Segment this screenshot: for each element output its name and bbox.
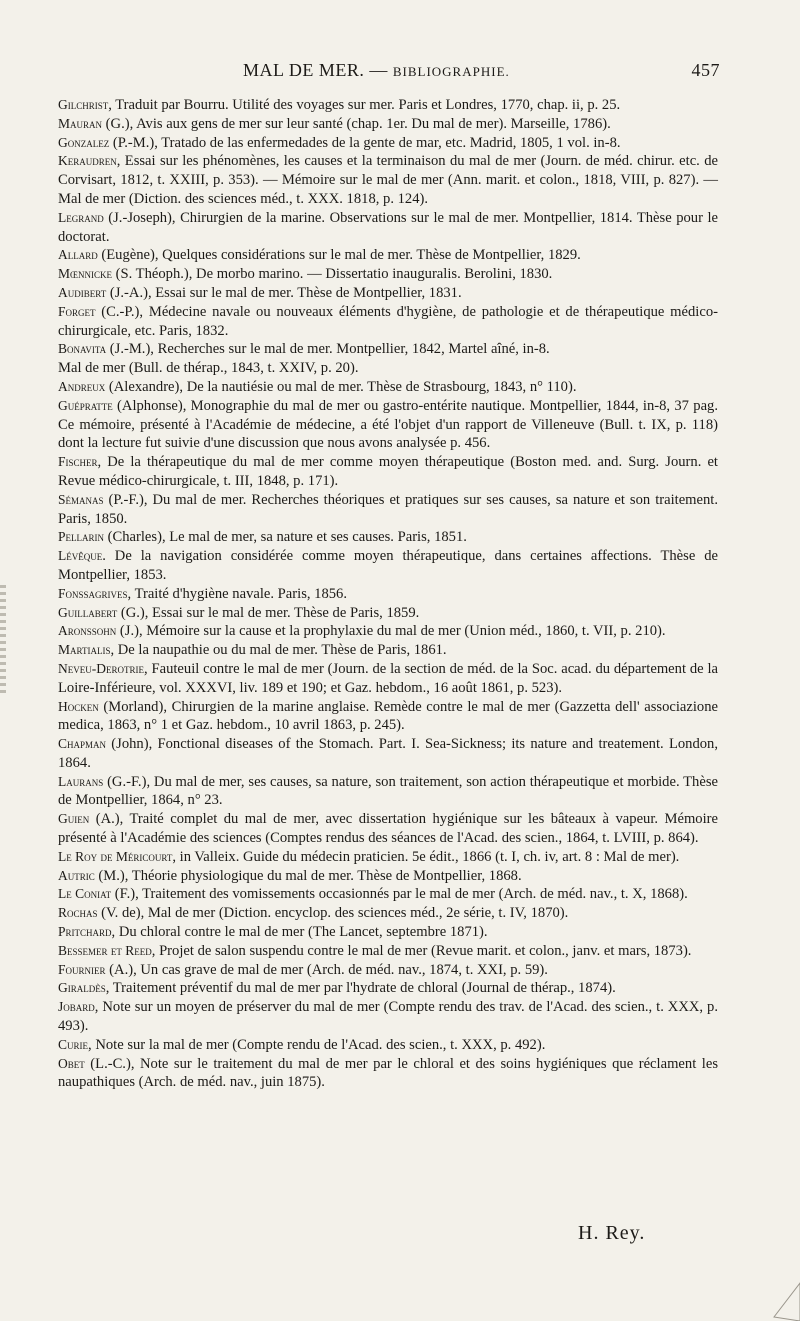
entry-author: Lévêque xyxy=(58,548,103,564)
bibliography-entry xyxy=(58,979,718,998)
entry-text: . De la navigation considérée comme moyen thérapeutique, dans certaines affections. Thèse de Montpellier, 1853. xyxy=(58,548,718,583)
entry-author: Autric xyxy=(58,867,95,883)
bibliography-entry xyxy=(58,491,718,529)
entry-text: , in Valleix. Guide du médecin praticien. 5e édit., 1866 (t. I, ch. iv, art. 8 : Mal de mer). xyxy=(172,848,680,865)
entry-text: , Traitement préventif du mal de mer par l'hydrate de chloral (Journal de thérap., 1874). xyxy=(105,980,616,997)
entry-author: Fischer xyxy=(58,454,98,470)
entry-text: , Traité d'hygiène navale. Paris, 1856. xyxy=(127,585,348,602)
bibliography-entry xyxy=(58,284,718,303)
entry-text: (Eugène), Quelques considérations sur le mal de mer. Thèse de Montpellier, 1829. xyxy=(97,247,581,264)
entry-author: Audibert xyxy=(58,284,107,300)
bibliography-entry xyxy=(58,641,718,660)
bibliography-entry xyxy=(58,773,718,811)
bibliography-entry xyxy=(58,303,718,341)
entry-author: Mœnnicke xyxy=(58,266,113,282)
author-signature: H. Rey. xyxy=(578,1222,646,1244)
entry-text: (F.), Traitement des vomissements occasionnés par le mal de mer (Arch. de méd. nav., t. X, 1868). xyxy=(111,886,688,903)
entry-author: Le Coniat xyxy=(58,886,112,902)
entry-text: (J.-Joseph), Chirurgien de la marine. Observations sur le mal de mer. Montpellier, 1814. Thèse pour le doctorat. xyxy=(58,209,718,245)
entry-author: Fonssagrives xyxy=(58,585,128,601)
entry-author: Bonavita xyxy=(58,341,107,357)
entry-text: (A.), Un cas grave de mal de mer (Arch. de méd. nav., 1874, t. XXI, p. 59). xyxy=(105,961,548,978)
entry-author: Fournier xyxy=(58,961,106,977)
entry-text: (L.-C.), Note sur le traitement du mal de mer par le chloral et des soins hygiéniques que réclament les naupathiques (Arch. de méd. nav., juin 1875). xyxy=(58,1055,718,1091)
bibliography-entry xyxy=(58,604,718,623)
bibliography-entry xyxy=(58,961,718,980)
entry-author: Curie xyxy=(58,1036,89,1052)
entry-text: , Projet de salon suspendu contre le mal de mer (Revue marit. et colon., janv. et mars, 1873). xyxy=(151,942,692,959)
bibliography-entry xyxy=(58,209,718,247)
entry-text: , Note sur la mal de mer (Compte rendu de l'Acad. des scien., t. XXX, p. 492). xyxy=(88,1036,546,1053)
bibliography-entry xyxy=(58,660,718,698)
bibliography-entry xyxy=(58,265,718,284)
entry-author: Martialis xyxy=(58,642,111,658)
bibliography-entry xyxy=(58,152,718,208)
bibliography-entry xyxy=(58,848,718,867)
running-header xyxy=(58,60,720,86)
entry-text: (J.-A.), Essai sur le mal de mer. Thèse de Montpellier, 1831. xyxy=(106,284,462,301)
entry-text: (G.), Avis aux gens de mer sur leur santé (chap. 1er. Du mal de mer). Marseille, 1786). xyxy=(102,115,611,132)
entry-text: (Alexandre), De la nautiésie ou mal de mer. Thèse de Strasbourg, 1843, n° 110). xyxy=(105,378,577,395)
entry-author: Allard xyxy=(58,247,98,263)
bibliography-entry xyxy=(58,942,718,961)
entry-text: (Morland), Chirurgien de la marine anglaise. Remède contre le mal de mer (Gazzetta dell' associazione medica, 1863, n° 1 et Gaz. hebdom., 10 avril 1863, p. 245). xyxy=(58,698,718,734)
bibliography-entry xyxy=(58,378,718,397)
entry-text: (A.), Traité complet du mal de mer, avec dissertation hygiénique sur les bâteaux à vapeur. Mémoire présenté à l'Académie des sciences (Comptes rendus des séances de l'Acad. des scien., 1864, t. LVIII, p. 864). xyxy=(58,811,718,847)
entry-text: , Essai sur les phénomènes, les causes et la terminaison du mal de mer (Journ. de méd. chirur. etc. de Corvisart, 1812, t. XXIII, p. 353). — Mémoire sur le mal de mer (Ann. marit. et colon., 1818, VIII, p. 827). — Mal de mer (Diction. des sciences méd., t. XXX. 1818, p. 124). xyxy=(58,153,718,207)
entry-text: (J.-M.), Recherches sur le mal de mer. Montpellier, 1842, Martel aîné, in-8. xyxy=(106,341,550,358)
bibliography-entry xyxy=(58,904,718,923)
entry-text: (P.-F.), Du mal de mer. Recherches théoriques et pratiques sur ses causes, sa nature et son traitement. Paris, 1850. xyxy=(58,491,718,527)
bibliography-entry xyxy=(58,1036,718,1055)
entry-author: Bessemer et Reed xyxy=(58,942,152,958)
entry-text: (V. de), Mal de mer (Diction. encyclop. des sciences méd., 2e série, t. IV, 1870). xyxy=(97,905,569,922)
bibliography-entry xyxy=(58,998,718,1036)
entry-author: Andreux xyxy=(58,378,106,394)
page-number: 457 xyxy=(691,60,720,80)
entry-author: Le Roy de Méricourt xyxy=(58,848,173,864)
bibliography-entry xyxy=(58,96,718,115)
bibliography-entry xyxy=(58,867,718,886)
bibliography-entry xyxy=(58,622,718,641)
entry-text: (P.-M.), Tratado de las enfermedades de la gente de mar, etc. Madrid, 1805, 1 vol. in-8. xyxy=(109,134,621,151)
entry-text: , De la thérapeutique du mal de mer comme moyen thérapeutique (Boston med. and. Surg. Journ. et Revue médico-chirurgicale, t. III, 1848, p. 171). xyxy=(58,454,718,489)
entry-author: Jobard xyxy=(58,999,95,1015)
entry-author: Guillabert xyxy=(58,604,118,620)
entry-author: Rochas xyxy=(58,905,98,921)
bibliography-entry xyxy=(58,453,718,491)
entry-author: Keraudren xyxy=(58,153,117,169)
entry-author: Mauran xyxy=(58,115,103,131)
entry-author: Neveu-Derotrie xyxy=(58,660,144,676)
bibliography-list xyxy=(58,96,718,1092)
entry-text: , Traduit par Bourru. Utilité des voyages sur mer. Paris et Londres, 1770, chap. ii, p. 25. xyxy=(108,97,621,113)
page-corner-fold xyxy=(762,1281,800,1321)
entry-author: Pellarin xyxy=(58,529,104,545)
entry-text: (J.), Mémoire sur la cause et la prophylaxie du mal de mer (Union méd., 1860, t. VII, p. 210). xyxy=(116,623,666,640)
title-separator: — xyxy=(369,60,388,80)
bibliography-entry xyxy=(58,340,718,359)
entry-author: Gilchrist xyxy=(58,97,109,112)
entry-author: Pritchard xyxy=(58,924,112,940)
entry-text: Mal de mer (Bull. de thérap., 1843, t. XXIV, p. 20). xyxy=(58,360,359,377)
entry-author: Obet xyxy=(58,1055,85,1071)
entry-text: (Charles), Le mal de mer, sa nature et ses causes. Paris, 1851. xyxy=(104,529,467,546)
entry-text: , Fauteuil contre le mal de mer (Journ. de la section de méd. de la Soc. acad. du département de la Loire-Inférieure, vol. XXXVI, liv. 189 et 190; et Gaz. hebdom., 16 août 1861, p. 523). xyxy=(58,660,718,696)
bibliography-entry xyxy=(58,885,718,904)
running-title xyxy=(243,60,510,81)
bibliography-entry xyxy=(58,585,718,604)
entry-text: (C.-P.), Médecine navale ou nouveaux éléments d'hygiène, de pathologie et de thérapeutique médico-chirurgicale, etc. Paris, 1832. xyxy=(58,303,718,339)
bibliography-entry xyxy=(58,923,718,942)
entry-text: (G.-F.), Du mal de mer, ses causes, sa nature, son traitement, son action thérapeutique et morbide. Thèse de Montpellier, 1864, n° 23. xyxy=(58,773,718,809)
title-sub: BIBLIOGRAPHIE. xyxy=(392,64,510,79)
title-main: MAL DE MER. xyxy=(243,60,365,80)
entry-author: Sémanas xyxy=(58,491,104,507)
bibliography-entry xyxy=(58,528,718,547)
bibliography-entry xyxy=(58,735,718,773)
bibliography-entry xyxy=(58,810,718,848)
entry-author: Chapman xyxy=(58,736,107,752)
entry-author: Giraldès xyxy=(58,980,106,996)
bibliography-entry xyxy=(58,397,718,453)
bibliography-entry xyxy=(58,115,718,134)
entry-text: (G.), Essai sur le mal de mer. Thèse de Paris, 1859. xyxy=(117,604,420,621)
entry-author: Hocken xyxy=(58,698,99,714)
bibliography-entry xyxy=(58,246,718,265)
entry-author: Guépratte xyxy=(58,397,113,413)
bibliography-entry xyxy=(58,1055,718,1093)
entry-author: Aronssohn xyxy=(58,623,117,639)
bibliography-entry xyxy=(58,698,718,736)
binding-edge-mark xyxy=(0,585,6,695)
bibliography-entry xyxy=(58,547,718,585)
entry-text: (Alphonse), Monographie du mal de mer ou gastro-entérite nautique. Montpellier, 1844, in-8, 37 pag. Ce mémoire, présenté à l'Académie de médecine, a été l'objet d'un rapport de Villeneuve (Bull. t. IX, p. 118) dont la lecture fut suivie d'une discussion que nous avons analysée p. 456. xyxy=(58,397,718,452)
entry-text: (S. Théoph.), De morbo marino. — Dissertatio inauguralis. Berolini, 1830. xyxy=(112,266,553,283)
bibliography-entry xyxy=(58,134,718,153)
entry-author: Guien xyxy=(58,811,90,827)
entry-text: , Note sur un moyen de préserver du mal de mer (Compte rendu des trav. de l'Acad. des scien., t. XXX, p. 493). xyxy=(58,999,718,1035)
bibliography-entry xyxy=(58,359,718,378)
entry-text: , De la naupathie ou du mal de mer. Thèse de Paris, 1861. xyxy=(110,642,447,659)
entry-text: , Du chloral contre le mal de mer (The Lancet, septembre 1871). xyxy=(111,924,488,941)
entry-author: Forget xyxy=(58,303,96,319)
entry-author: Legrand xyxy=(58,209,104,225)
entry-text: (John), Fonctional diseases of the Stomach. Part. I. Sea-Sickness; its nature and treatement. London, 1864. xyxy=(58,736,718,771)
entry-text: (M.), Théorie physiologique du mal de mer. Thèse de Montpellier, 1868. xyxy=(94,867,522,884)
entry-author: Gonzalez xyxy=(58,134,110,150)
entry-author: Laurans xyxy=(58,773,104,789)
